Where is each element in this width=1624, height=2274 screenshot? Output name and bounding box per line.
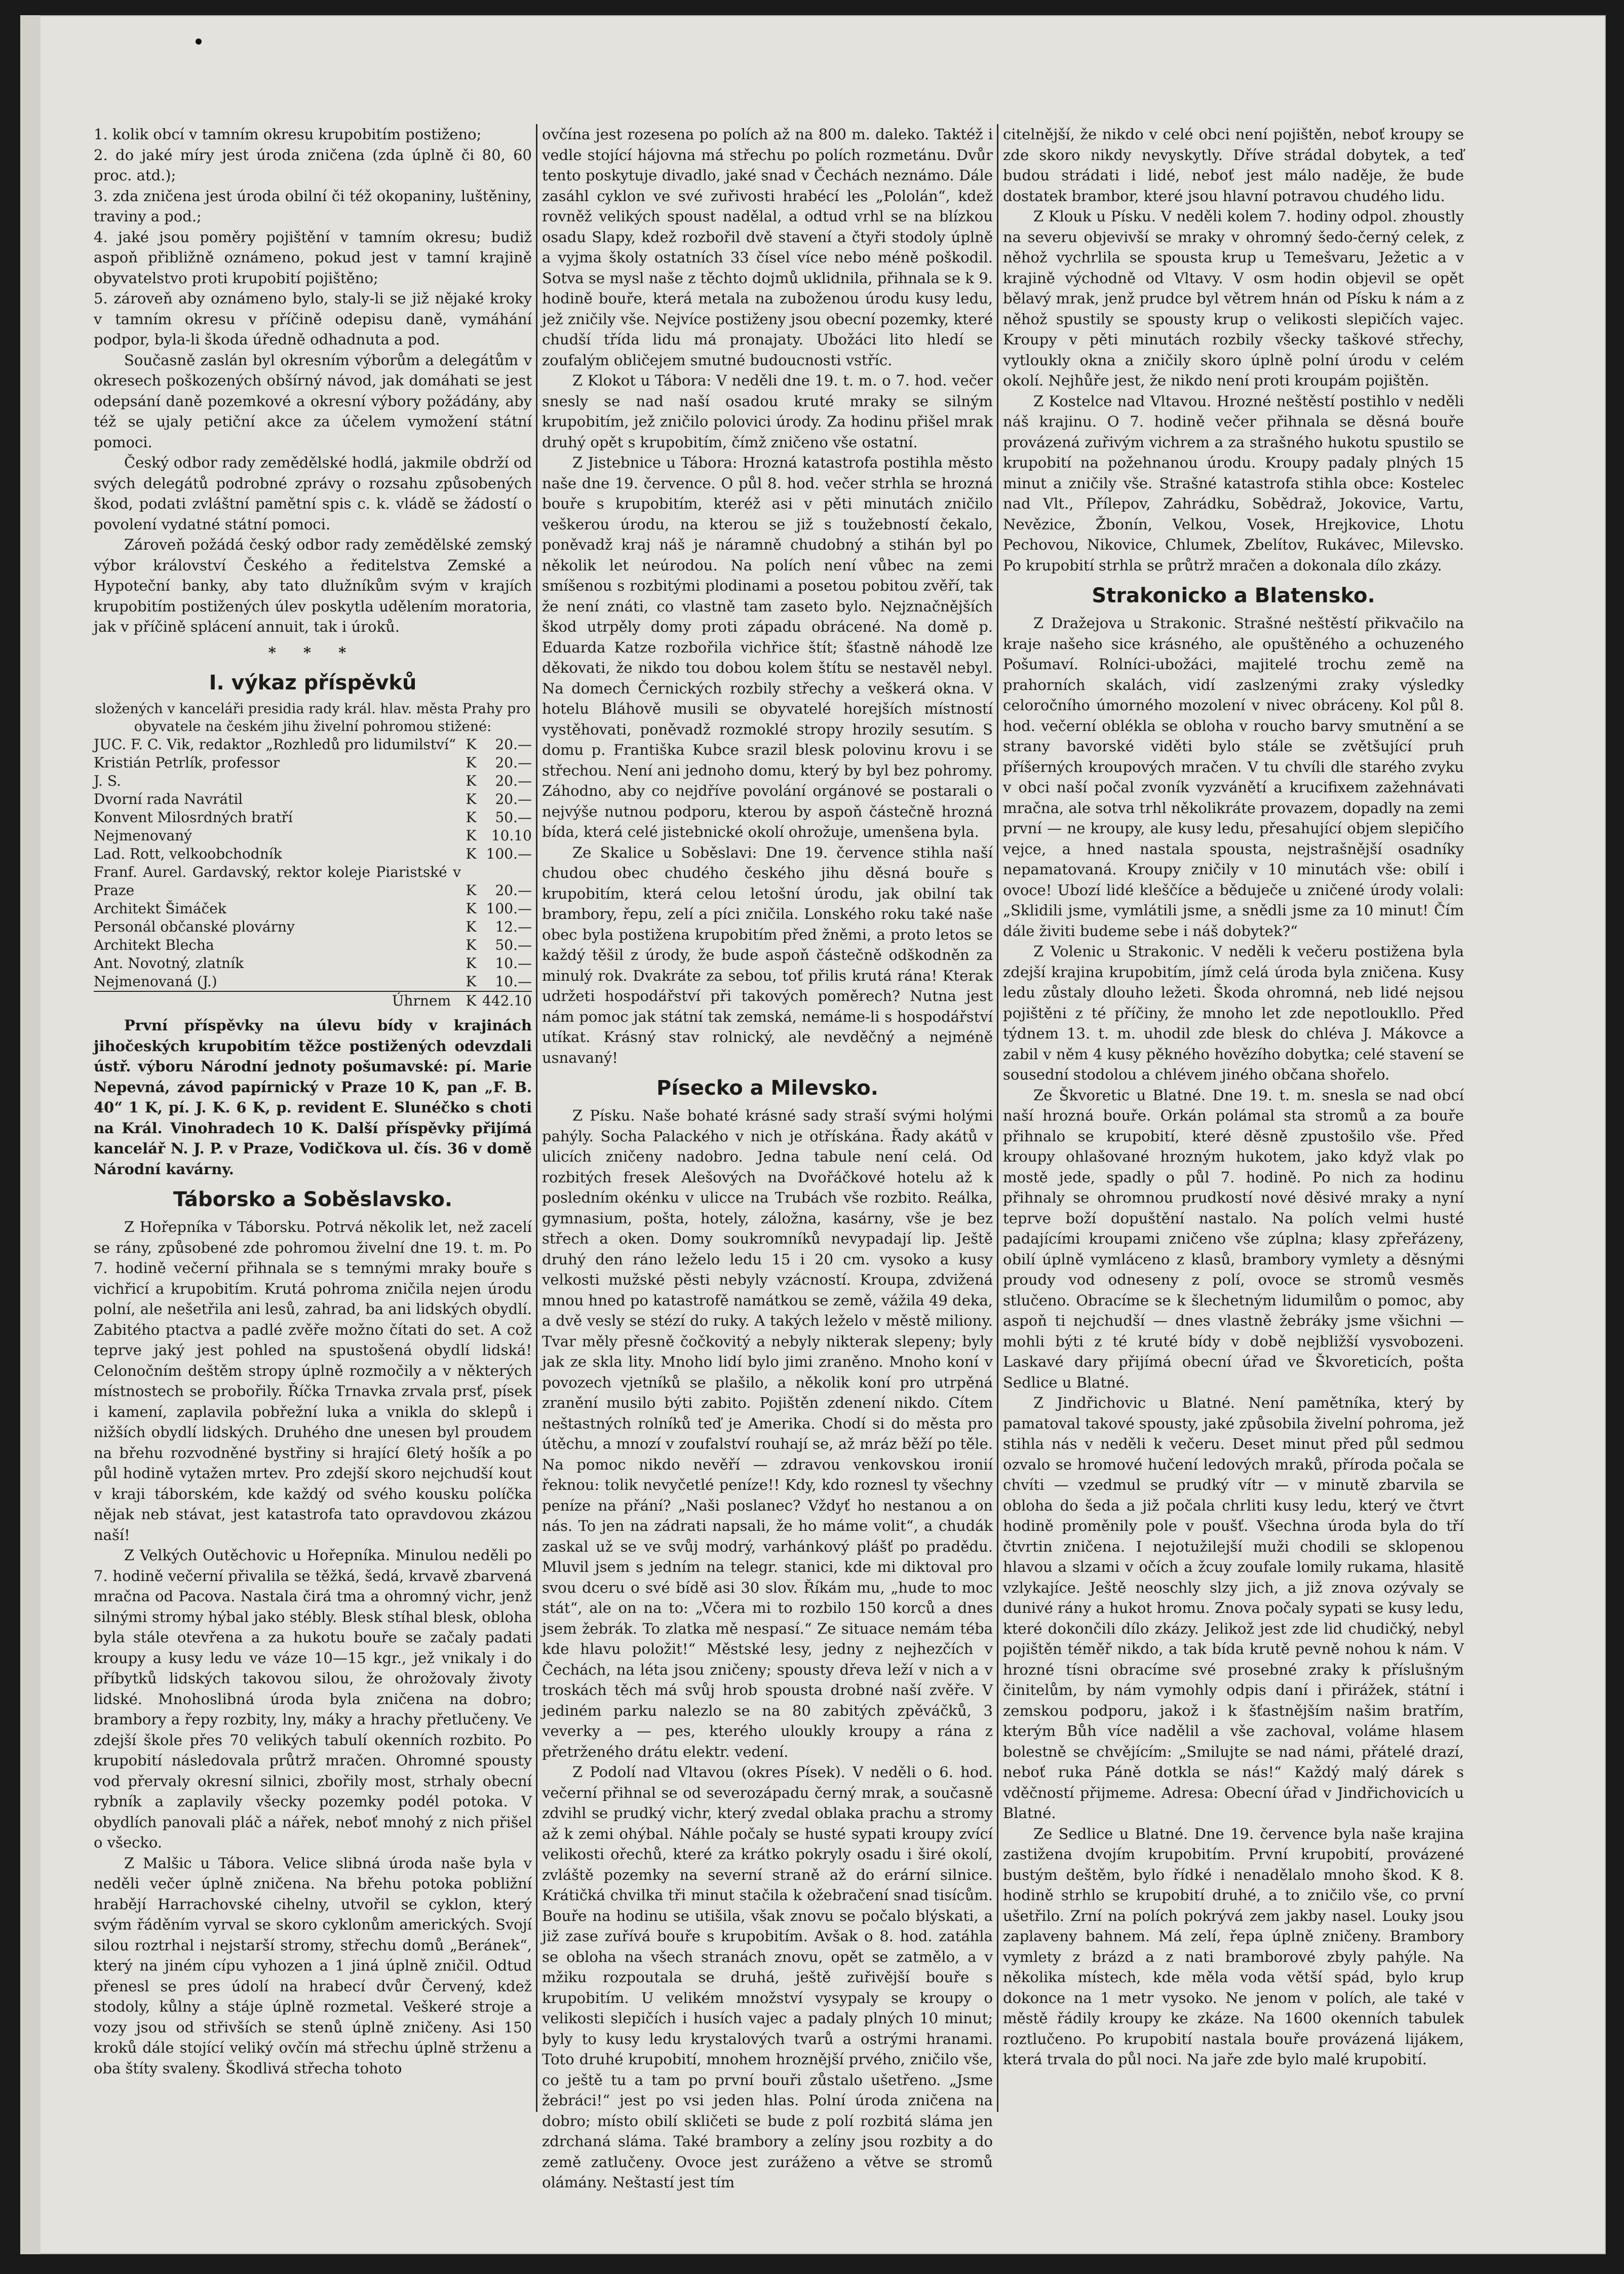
paragraph: 4. jaké jsou poměry pojištění v tamním okresu; budiž aspoň přibližně oznámeno, pokud jest v tamní krajině obyvatelstvo proti krupobití pojištěno; — [94, 228, 532, 287]
paragraph: Z Kostelce nad Vltavou. Hrozné neštěstí postihlo v neděli náš krajinu. O 7. hodině večer přihnala se děsná bouře provázená zuřivým vichrem a za strašného hukotu spustilo se krupobití na požehnanou úrodu. Kroupy padaly plných 15 minut a zničily vše. Strašné katastrofa stihla obce: Kostelec nad Vlt., Přílepov, Zahrádku, Sobědraž, Jokovice, Vartu, Nevězice, Žbonín, Velkou, Vosek, Hrejkovice, Lhotu Pechovou, Nikovice, Chlumek, Zbelítov, Rukávec, Milevsko. Po krupobití strhla se průtrž mračen a dokonala dílo zkázy. — [1003, 392, 1464, 574]
donation-row — [94, 772, 532, 790]
donation-currency: K — [466, 736, 477, 753]
donation-amount: 10.— — [495, 973, 532, 990]
section-heading: Táborsko a Soběslavsko. — [173, 1188, 453, 1211]
donor-name: Ant. Novotný, zlatník — [94, 955, 244, 972]
column-2 — [542, 124, 993, 2191]
paragraph: Z Dražejova u Strakonic. Strašné neštěstí přikvačilo na kraje našeho sice krásného, ale opuštěného a ochuzeného Pošumaví. Rolníci-ubožáci, majitelé trochu země na prahorních skalách, vidí zaslzenými zraky výsledky celoročního úmorného mozolení v nivec obráceny. Kol půl 8. hod. večerní oblékla se obloha v roucho barvy smutnění a se strany bavorské viděti bylo stále se zvětšující pruh příšerných kroupových mračen. V tu chvíli dle starého zvyku v obci naší počal zvoník vyzvánětí a krucifixem zažehnávati mračna, ale sotva trhl několikráte provazem, dopadly na zemi první — ne kroupy, ale kusy ledu, přesahující objem slepičího vejce, a hned nastala spousta, nejstrašnější osadníky nepamatovaná. Kroupy zničily v 10 minutách vše: obilí i ovoce! Ubozí lidé kleščíce a běduječe u zničené úrody volali: „Sklidili jsme, vymlátili jsme, a snědli jsme za 10 minut! Čím dále živiti budeme sebe i náš dobytek?“ — [1003, 614, 1464, 940]
donation-row — [94, 954, 532, 973]
donor-name: Nejmenovaný — [94, 827, 192, 844]
paragraph: Z Hořepníka v Táborsku. Potrvá několik let, než zacelí se rány, způsobené zde pohromou živelní dne 19. t. m. Po 7. hodině večerní přihnala se s temnými mraky bouře s vichřicí a krupobitím. Krutá pohroma zničila nejen úrodu polní, ale nešetřila ani lesů, zahrad, ba ani lidských obydlí. Zabitého ptactva a padlé zvěře možno čítati do set. A což teprve jaký jest pohled na spustošená obydlí lidská! Celonočním deštěm stropy úplně rozmočily a v některých místnostech se probořily. Říčka Trnavka zrvala prsť, písek i kamení, zaplavila pobřežní luka a vnikla do sklepů i nižších obydlí lidských. Druhého dne unesen byl proudem na břehu rozvodněné bystřiny si hrající 6letý hošík a po půl hodině vytažen mrtev. Pro zdejší skoro nejchudší kout v kraji táborském, kde každý od svého kousku políčka nějak neb stávat, jest katastrofa tato opravdovou zkázou naší! — [94, 1218, 532, 1544]
paragraph: Z Velkých Outěchovic u Hořepníka. Minulou neděli po 7. hodině večerní přivalila se těžká, šedá, krvavě zbarvená mračna od Pacova. Nastala čirá tma a ohromný vichr, jenž silnými stromy hýbal jako stébly. Blesk stíhal blesk, obloha byla stále otevřena a za hukotu bouře se začaly padati kroupy a kusy ledu ve váze 10—15 kgr., jež vnikaly i do příbytků lidských takovou silou, že ohrožovaly životy lidské. Mnohoslibná úroda byla zničena na dobro; brambory a řepy rozbity, lny, máky a hrachy přetlučeny. Ve zdejší škole přes 70 velikých tabulí okenních rozbito. Po krupobití následovala průtrž mračen. Ohromné spousty vod přervaly okresní silnici, zbořily most, strhaly obecní rybník a zaplavily všecky pozemky podél potoka. V obydlích panovali pláč a nářek, neboť mnohý z nich přišel o všecko. — [94, 1547, 532, 1851]
donation-currency: K — [466, 955, 477, 972]
donation-currency: K — [466, 754, 477, 771]
paragraph: 2. do jaké míry jest úroda zničena (zda úplně či 80, 60 proc. atd.); — [94, 146, 532, 184]
donation-amount: 100.— — [486, 845, 532, 862]
column-1 — [94, 124, 532, 2112]
paragraph: Z Písku. Naše bohaté krásné sady straší svými holými pahýly. Socha Palackého v nich je otřískána. Řady akátů v ulicích zničeny nadobro. Jedna tabule není celá. Od rozbitých fresek Alešových na Dvořáčkové hotelu až k posledním okénku v ulicce na Trubách vše rozbito. Reálka, gymnasium, pošta, hotely, záložna, kasárny, vše je bez střech a oken. Domy soukromníků nevypadají lip. Ještě druhý den ráno leželo ledu 15 i 20 cm. vysoko a kusy velkosti mužské pěsti nebyly vzácností. Kroupa, zdvižená mnou hned po katastrofě namátkou se země, vážila 49 deka, a dvě vesly se stézí do ruky. A takých leželo v městě miliony. Tvar měly přesně čočkovitý a nebyly nikterak slepeny; byly jak ze skla lity. Mnoho lidí bylo jimi zraněno. Mnoho koní v povozech vjetníků se plašilo, a několik koní pro utrpěná zranění musilo býti zabito. Pojištěn zdenení nikdo. Cítem neštastných rolníků teď je Amerika. Chodí si do města pro útěchu, a mnozí v zoufalství rouhají se, až mráz běží po těle. Na pomoc nikdo nevěří — zdravou venkovskou ironií řeknou: tolik nevyčetlé peníze!! Kdy, kdo roznesl ty všechny peníze na přání? „Naši poslanec? Vždyť ho nestanou a on nás. To jen na zádrati napsali, že ho máme volit“, a chudák zaskal už se ve svůj modrý, varhánkový plášť po pradědu. Mluvil jsem s jedním na telegr. stanici, kde mi diktoval pro svou dceru o své bídě asi 30 slov. Říkám mu, „hude to moc stát“, ale on na to: „Včera mi to rozbilo 150 korců a dnes jsem žebrák. To zlatka mě nespasí.“ Ze situace nemám téba kde hlavu položit!“ Městské lesy, jedny z nejhezčích v Čechách, na léta jsou zničeny; spousty dřeva leží v nich a v troskách těch má svůj hrob spousta drobné naší zvěře. V jediném parku nalezlo se na 80 zabitých zpěváčků, 3 veverky a — pes, kterého uloukly kroupy a rána z přetrženého drátu elektr. vedení. — [542, 1107, 993, 1760]
donor-name: Nejmenovaná (J.) — [94, 973, 217, 990]
donation-amount: 20.— — [495, 773, 532, 789]
donation-currency: K — [466, 900, 477, 917]
donation-currency: K — [466, 809, 477, 826]
donation-row — [94, 936, 532, 954]
donation-amount: 10.10 — [491, 827, 532, 844]
donation-row — [94, 900, 532, 918]
donation-currency: K — [466, 882, 477, 899]
donation-row — [94, 827, 532, 845]
donation-row — [94, 790, 532, 808]
donor-name: Personál občanské plovárny — [94, 918, 295, 935]
donation-amount: 12.— — [495, 918, 532, 935]
donation-row — [94, 845, 532, 863]
donation-row — [94, 808, 532, 827]
donor-name: JUC. F. C. Vik, redaktor „Rozhledů pro lidumilství“ — [94, 736, 456, 753]
donations-total-row — [94, 991, 532, 1010]
paragraph: citelnější, že nikdo v celé obci není pojištěn, neboť kroupy se zde skoro nikdy nevyskytly. Dříve strádal dobytek, a teď budou strádati i lidé, neboť jest málo naděje, že bude dostatek brambor, které jsou hlavní potravou chudého lidu. — [1003, 126, 1464, 205]
donation-amount: 20.— — [495, 754, 532, 771]
paragraph: 1. kolik obcí v tamním okresu krupobitím postiženo; — [94, 126, 482, 143]
donation-currency: K — [466, 937, 477, 953]
donation-amount: 10.— — [495, 955, 532, 972]
donor-name: Konvent Milosrdných bratří — [94, 809, 293, 826]
paragraph: 3. zda zničena jest úroda obilní či též okopaniny, luštěniny, traviny a pod.; — [94, 187, 532, 225]
donor-name: Franf. Aurel. Gardavský, rektor koleje Piaristské v Praze — [94, 864, 461, 899]
paragraph: Z Volenic u Strakonic. V neděli k večeru postižena byla zdejší krajina krupobitím, jímž celá úroda byla zničena. Kusy ledu zůstaly dlouho ležeti. Škoda ohromná, neb lidé nejsou pojištěni z té příčiny, že mnoho let zde nepotloukllo. Před týdnem 13. t. m. uhodil zde blesk do chléva J. Mákovce a zabil v něm 4 kusy pěkného hovězího dobytka; celé stavení se sousední stodolou a chlévem jiného občana shořelo. — [1003, 943, 1464, 1083]
donation-amount: 100.— — [486, 900, 532, 917]
donor-name: Architekt Šimáček — [94, 900, 226, 917]
donation-currency: K — [466, 791, 477, 807]
paragraph: Ze Sedlice u Blatné. Dne 19. července byla naše krajina zastižena dvojím krupobitím. První krupobití, provázené bustým deštěm, bylo řídké i nenadělalo mnoho škod. K 8. hodině strhlo se krupobití druhé, a to zničilo vše, co první ušetřilo. Zrní na polích pokrývá zem jakby nasel. Louky jsou zaplaveny bahnem. Má zelí, řepa úplně zničeny. Brambory vymlety z brázd a z nati bramborové zbyly pahýle. Na několika místech, kde měla voda větší spád, bylo krup dokonce na 1 metr vysoko. Ne jenom v polích, ale také v městě řádily kroupy ke zkáze. Na 1600 okenních tabulek roztlučeno. Po krupobití nastala bouře provázená lijákem, která trvala do půl noci. Na jaře zde bylo malé krupobití. — [1003, 1825, 1464, 2068]
total-amount: 442.10 — [481, 991, 532, 1010]
donor-name: Architekt Blecha — [94, 937, 214, 953]
donor-name: Kristián Petrlík, professor — [94, 754, 280, 771]
donation-row — [94, 736, 532, 754]
column-rule — [997, 124, 998, 2112]
donation-currency: K — [466, 918, 477, 935]
donation-currency: K — [466, 773, 477, 789]
donation-row — [94, 973, 532, 991]
column-3 — [1003, 124, 1464, 2112]
section-separator: * * * — [268, 643, 358, 661]
donations-table — [94, 736, 532, 1010]
paragraph: Z Podolí nad Vltavou (okres Písek). V neděli o 6. hod. večerní přihnal se od severozápadu černý mrak, a současně zdvihl se prudký vichr, který zvedal oblaka prachu a stromy až k zemi ohýbal. Náhle počaly se husté sypati kroupy zvící velikosti ořechů, které za krátko pokryly osadu i širé okolí, zvláště pozemky na severní straně až do erární silnice. Krátičká chvilka tři minut stačila k ožebračení snad tisícům. Bouře na hodinu se utišila, však znovu se počalo blýskati, a již zase zuřívá bouře s krupobitím. Avšak o 8. hod. zatáhla se obloha na všech stranách znovu, opět se zatmělo, a v mžiku rozpoutala se druhá, ještě zuřivější bouře s krupobitím. U velikém množství vysypaly se kroupy o velikosti slepičích i husích vajec a padaly plných 10 minut; byly to kusy ledu krystalových tvarů a ostrými hranami. Toto druhé krupobití, mnohem hroznější prvého, zničilo vše, co ještě tu a tam po první bouři zůstalo ušetřeno. „Jsme žebráci!“ jest po vsi jeden hlas. Polní úroda zničena na dobro; místo obilí skličeti se bude z polí rozbitá sláma jen zdrchaná sláma. Také brambory a zelíny jsou rozbity a do země zatlučeny. Ovoce jest zuráženo a větve se stromů olámány. Neštastí jest tím — [542, 1763, 993, 2191]
paragraph: ovčína jest rozesena po polích až na 800 m. daleko. Taktéž i vedle stojící hájovna má střechu po polích rozmetánu. Dvůr tento poskytuje divadlo, jaké snad v Čechách neznámo. Dále zasáhl cyklon ve své zuřivosti hrabécí les „Pololán“, kdež rovněž velikých spoust nadělal, a odtud vrhl se na blízkou osadu Slapy, kdež rozbořil dvě stavení a čtyři stodoly úplně a vyjma školy ostatních 33 čísel více nebo méně poškodil. Sotva se mysl naše z těchto dojmů uklidnila, přihnala se k 9. hodině bouře, která metala na zuboženou úrodu kusy ledu, jež zničily vše. Nejvíce postiženy jsou obecní pozemky, které chudší třída lidu má pronajaty. Ubožáci lito hledí se zoufalým obličejem smutné budoucnosti vstříc. — [542, 126, 993, 369]
paragraph: Český odbor rady zemědělské hodlá, jakmile obdrží od svých delegátů podrobné zprávy o rozsahu způsobených škod, podati zvláštní pamětní spis c. k. vládě se žádostí o povolení vydatné státní pomoci. — [94, 454, 532, 533]
donations-subtitle: složených v kanceláři presidia rady král. hlav. města Prahy pro obyvatele na českém jihu živelní pohromou stižené: — [95, 701, 531, 735]
paragraph: Z Jindřichovic u Blatné. Není pamětníka, který by pamatoval takové spousty, jaké způsobila živelní pohroma, jež stihla nás v neděli k večeru. Deset minut před půl sedmou ozvalo se hromové hučení ledových mraků, příroda počala se chvíti — vzedmul se prudký vítr — v minutě zbarvila se obloha do šeda a již počala chrliti kusy ledu, který ve čtvrt hodině proměnily pole v poušť. Všechna úroda byla do tří čtvrtin zničena. I nejotužilejší muži chodili se sklopenou hlavou a slzami v očích a žcuy zoufale lomily rukama, hlasitě vzlykajíce. Ještě neoschly slzy jich, a již znova ozývaly se dunivé rány a hukot hromu. Znova počaly sypati se kusy ledu, které dokončili dílo zkázy. Jelikož jest zde lid chudičký, nebyl pojištěn téměř nikdo, a tak bída krutě pevně nohou k nám. V hrozné tísni obracíme své prosebné zraky k příslušným činitelům, by nám vymohly odpis daní i přirážek, státní i zemskou podporu, jakož i k šťastnějším našim bratřím, kterým Bůh více nadělil a vše zachoval, voláme hlasem bolestně se chvějícím: „Smilujte se nad námi, přátelé drazí, neboť ruka Páně dotkla se nás!“ Každý malý dárek s vděčností přijmeme. Adresa: Obecní úřad v Jindřichovicích u Blatné. — [1003, 1394, 1464, 1822]
total-label: Úhrnem — [94, 991, 461, 1010]
paragraph: Současně zaslán byl okresním výborům a delegátům v okresech poškozených obšírný návod, jak domáhati se jest odepsání daně pozemkové a okresní výbory požádány, aby též se ujaly petiční akce za účelem vymožení státní pomoci. — [94, 351, 532, 451]
binding-edge — [20, 15, 41, 2254]
donation-row — [94, 863, 532, 900]
paragraph: Zároveň požádá český odbor rady zemědělské zemský výbor království Českého a ředitelstva Zemské a Hypoteční banky, aby tato dlužníkům svým v krajích krupobitím postižených úlev poskytla udělením moratoria, jak v příčině splácení annuit, tak i úroků. — [94, 536, 532, 635]
total-currency: K — [461, 991, 481, 1010]
donation-currency: K — [466, 973, 477, 990]
paragraph: 5. zároveň aby oznámeno bylo, staly-li se již nějaké kroky v tamním okresu v příčině odepisu daně, vymáhání podpor, byla-li škoda úředně odhadnuta a pod. — [94, 290, 532, 348]
donor-name: Dvorní rada Navrátil — [94, 791, 243, 807]
section-heading: Strakonicko a Blatensko. — [1092, 584, 1375, 607]
donations-heading: I. výkaz příspěvků — [209, 671, 417, 695]
donation-row — [94, 754, 532, 772]
donation-amount: 20.— — [495, 736, 532, 753]
donation-currency: K — [466, 827, 477, 844]
donation-amount: 50.— — [495, 809, 532, 826]
donation-amount: 50.— — [495, 937, 532, 953]
donation-amount: 20.— — [495, 882, 532, 899]
column-rule — [536, 124, 537, 2112]
paragraph: Ze Škvoretic u Blatné. Dne 19. t. m. snesla se nad obcí naší hrozná bouře. Orkán polámal sta stromů a za bouře přihnalo se krupobití, které děsně zpustošilo vše. Před kroupy ohlašované hrozným hukotem, jako když vlak po mostě jede, spadly o půl 7. hodině. Po nich za hodinu přihnaly se ohromnou prudkostí nové děsivé mraky a nyní teprve boží dopuštění nastalo. Na polích velmi husté padajícími kroupami zničeno vše zúplna; klasy zpřeřázeny, obilí úplně vymláceno z klasů, brambory vymlety a děsnými proudy vod odneseny z polí, ovoce se stromů vesměs stlučeno. Obracíme se k šlechetným lidumilům o pomoc, aby aspoň ti nejchudší — dnes vlastně žebráky jsme všichni — mohli býti z té kruté bídy v době nejbližší vysvobozeni. Laskavé dary přijímá obecní úřad ve Škvoreticích, pošta Sedlice u Blatné. — [1003, 1086, 1464, 1391]
donor-name: Lad. Rott, velkoobchodník — [94, 845, 282, 862]
donations-note: První příspěvky na úlevu bídy v krajinách jihočeských krupobitím těžce postižených odevzdali ústř. výboru Národní jednoty pošumavské: pí. Marie Nepevná, závod papírnický v Praze 10 K, pan „F. B. 40“ 1 K, pí. J. K. 6 K, p. revident E. Slunéčko s choti na Král. Vinohradech 10 K. Další příspěvky přijímá kancelář N. J. P. v Praze, Vodičkova ul. čís. 36 v domě Národní kavárny. — [94, 1017, 532, 1178]
donation-currency: K — [466, 845, 477, 862]
paragraph: Ze Skalice u Soběslavi: Dne 19. července stihla naší chudou obec chudého českého jihu děsná bouře s krupobitím, která celou letošní úrodu, jak obilní tak brambory, řepu, zelí a píci zničila. Lonského roku také naše obec byla postižena krupobitím před žněmi, a proto letos se každý těšil z úrody, že bude aspoň částečně odškodněn za minulý rok. Dvakráte za sebou, toť přilis krutá rána! Kterak udržeti hospodářství při takových poměrech? Nutna jest nám pomoc jak státní tak zemská, nemáme-li s hospodářství utíkat. Krásný stav rolnický, ale nevděčný a nejméně usnavaný! — [542, 843, 993, 1066]
punch-hole-mark — [196, 38, 202, 45]
section-heading: Písecko a Milevsko. — [656, 1076, 878, 1100]
paragraph: Z Jistebnice u Tábora: Hrozná katastrofa postihla město naše dne 19. července. O půl 8. hod. večer strhla se hrozná bouře s krupobitím, kteréž asi v pěti minutách zničilo veškerou úrodu, na kterou se již s toužebností čekalo, poněvadž kraj náš je náramně chudobný a stihán byl po několik let neúrodou. Na polích není vůbec na zemi smíšenou s rozbitými plodinami a posetou pobitou zvěří, tak že není znáti, co vlastně tam zaseto bylo. Nejznačnějších škod utrpěly domy proti západu obrácené. Na domě p. Eduarda Katze rozbořila vichřice štít; šťastně náhodě lze děkovati, že nikdo tou dobou kolem štítu se nestavěl nebyl. Na domech Černických rozbily střechy a veškerá okna. V hotelu Bláhově musili se obyvatelé horejších místností vystěhovati, poněvadž rozmoklé stropy hrozily sesutím. S domu p. Františka Kubce srazil blesk polovinu krovu i se střechou. Není ani jednoho domu, který by byl bez pohromy. Záhodno, aby co nejdříve povolání orgánové se postarali o nejvýše nutnou podporu, kterou by aspoň částečně hrozná bída, která celé jistebnické okolí ohrožuje, umenšena byla. — [542, 454, 993, 840]
paragraph: Z Klouk u Písku. V neděli kolem 7. hodiny odpol. zhoustly na severu objevivší se mraky v ohromný šedo-černý celek, z něhož vychrlila se spousta krup u Temešvaru, Ježetic a v krajině východně od Vltavy. V osm hodin objevil se opět bělavý mrak, jenž prudce byl větrem hnán od Písku k nám a z něhož spustily se spousty krup o velikosti slepičích vajec. Kroupy v pěti minutách rozbily všecky taškové střechy, vytloukly okna a zničily skoro úplně polní úrodu v celém okolí. Nejhůře jest, že nikdo není proti kroupám pojištěn. — [1003, 208, 1464, 389]
paragraph: Z Malšic u Tábora. Velice slibná úroda naše byla v neděli večer úplně zničena. Na břehu potoka pobližní hrabějí Harrachovské cihelny, utvořil se cyklon, který svým řáděním vyrval se skoro cyklonům amerických. Svojí silou roztrhal i nejstarší stromy, střechu domů „Beránek“, který na jiném cípu vyhozen a 1 jiná úplně zničil. Odtud přenesl se pres údolí na hrabecí dvůr Červený, kdež stodoly, kůlny a stáje úplně rozmetal. Veškeré stroje a vozy jsou od střivších se stenů úplně zničeny. Asi 150 kroků dále stojící veliký ovčín má střechu úplně strženu a oba štíty svaleny. Škodlivá střecha tohoto — [94, 1854, 532, 2077]
donation-amount: 20.— — [495, 791, 532, 807]
donation-row — [94, 918, 532, 936]
paragraph: Z Klokot u Tábora: V neděli dne 19. t. m. o 7. hod. večer snesly se nad naší osadou kruté mraky se silným krupobitím, jež zničilo polovici úrody. Za hodinu přišel mrak druhý opět s krupobitím, čímž zničeno vše ostatní. — [542, 372, 993, 451]
donor-name: J. S. — [94, 773, 121, 789]
